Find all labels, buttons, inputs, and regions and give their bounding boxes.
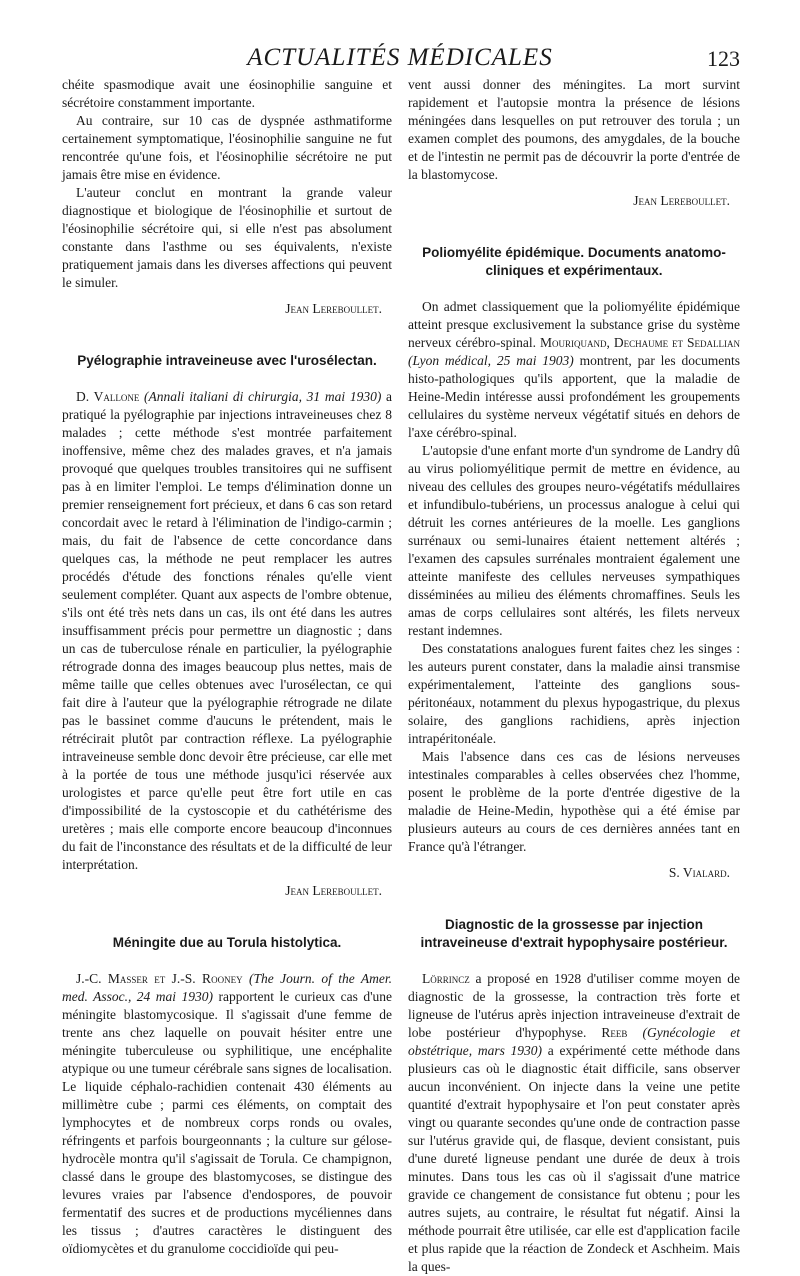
running-title: ACTUALITÉS MÉDICALES — [247, 44, 553, 71]
article-signature: Jean Lereboullet. — [285, 883, 382, 898]
article-authors: J.-C. Masser et J.-S. Rooney — [76, 971, 243, 986]
article-title-grossesse: Diagnostic de la grossesse par injection intraveineuse d'extrait hypophysaire postérieur. — [420, 917, 728, 950]
article-paragraph-4: Mais l'absence dans ces cas de lésions nerveuses intestinales comparables à celles observées chez l'homme, posent le problème de la porte d'entrée digestive de la maladie de Heine-Medin, hypothèse qui a été émise par plusieurs auteurs au cours de ces dernières années tant en France qu'à l'étranger. — [408, 749, 740, 854]
article-paragraph-2: L'autopsie d'une enfant morte d'un syndrome de Landry dû au virus poliomyélitique permit de mettre en évidence, au niveau des cellules des groupes neuro-végétatifs médullaires et infundibulo-tubériens, un processus analogue à celui qui détruit les cornes antérieures de la moelle. Les ganglions surrénaux ou semi-lunaires étaient nettement altérés ; l'examen des capsules surrénales montraient également une atteinte manifeste des cellules nerveuses sympathiques disséminées au milieu des éléments chromaffines. Seuls les amas de corps cellulaires sont altérés, les filets nerveux restant indemnes. — [408, 443, 740, 638]
article-citation: (Annali italiani di chirurgia, 31 mai 1930) — [144, 389, 382, 404]
article-title-pyelographie: Pyélographie intraveineuse avec l'urosélectan. — [77, 353, 377, 368]
article-authors: Mouriquand, Dechaume et Sedallian — [540, 335, 740, 350]
article-author: D. Vallone — [76, 389, 140, 404]
left-column — [62, 76, 392, 1258]
article-signature: S. Vialard. — [668, 865, 730, 880]
page-number: 123 — [707, 46, 740, 71]
continued-signature: Jean Lereboullet. — [633, 193, 730, 208]
article-citation: (The Journ. of the Amer. med. Assoc., 24 mai 1930) — [62, 971, 392, 1004]
intro-signature: Jean Lereboullet. — [285, 301, 382, 316]
article-title-poliomyelite: Poliomyélite épidémique. Documents anatomo-cliniques et expérimentaux. — [422, 245, 726, 278]
article-text: montrent, par les documents histo-pathologiques qu'ils apportent, que la maladie de Heine-Medin intéresse aussi profondément les groupements cellulaires du système nerveux végétatif situés en dehors de l'axe cérébro-spinal. — [408, 353, 741, 440]
article-text: a proposé en 1928 d'utiliser comme moyen de diagnostic de la grossesse, la contraction très forte et ligneuse de l'utérus après injection intraveineuse d'extrait de lobe postérieur d'hypophyse. — [408, 971, 740, 1040]
article-citation: (Gynécologie et obstétrique, mars 1930) — [408, 1025, 740, 1058]
intro-paragraph-3: L'auteur conclut en montrant la grande valeur diagnostique et biologique de l'éosinophilie et surtout de l'éosinophilie sécrétoire qui, si elle n'est pas absolument constante dans l'asthme ou ses équivalents, n'existe pratiquement jamais dans les diverses affections qui peuvent le simuler. — [62, 185, 392, 290]
article-body-pyelographie — [62, 388, 392, 874]
article-author: Lörrincz — [422, 971, 470, 986]
article-text: rapportent le curieux cas d'une méningite blastomycosique. Il s'agissait d'une femme de trente ans chez laquelle on pouvait hésiter entre une méningite tuberculeuse ou syphilitique, une encéphalite atypique ou une tumeur cérébrale sans signes de localisation. Le liquide céphalo-rachidien contenait 430 éléments au millimètre cube ; parmi ces éléments, on comptait des lymphocytes et de nombreux corps ronds ou ovales, réfringents et parfois bourgeonnants ; la culture sur gélose-hydrocèle montra qu'il s'agissait de Torula. Ce champignon, classé dans le groupe des blastomycoses, se distingue des levures vraies par l'absence d'endospores, de pouvoir fermentatif des sucres et de productions mycéliennes dans les tissus ; d'autres caractères le distinguent des oïdiomycètes et du granulome coccidioïde qui peu- — [62, 989, 393, 1256]
article-body-grossesse — [408, 970, 740, 1276]
article-text: On admet classiquement que la poliomyélite épidémique atteint presque exclusivement la substance grise du système nerveux cérébro-spinal. — [408, 299, 740, 350]
right-column — [408, 76, 740, 1276]
intro-paragraph-2: Au contraire, sur 10 cas de dyspnée asthmatiforme certainement symptomatique, l'éosinophilie sanguine ne fut rencontrée qu'une fois, et l'éosinophilie sécrétoire ne put jamais être mise en évidence. — [62, 113, 392, 182]
article-paragraph-3: Des constatations analogues furent faites chez les singes : les auteurs purent constater, dans la maladie ainsi transmise expérimentalement, l'atteinte des ganglions sous-péritonéaux, notamment du plexus hypogastrique, du plexus solaire, des ganglions rachidiens, après injection intrapéritonéale. — [408, 641, 740, 746]
article-author: Reeb — [601, 1025, 628, 1040]
article-body-meningite — [62, 970, 392, 1258]
article-citation: (Lyon médical, 25 mai 1903) — [408, 353, 574, 368]
page-header — [60, 44, 740, 76]
article-text: a expérimenté cette méthode dans plusieurs cas où le diagnostic était difficile, sans observer aucun inconvénient. On injecte dans la veine une petite quantité d'extrait hypophysaire et l'on peut constater après vingt ou quarante secondes qu'une onde de contraction passe sur l'utérus gravide qui, de flasque, devient consistant, puis d'une dureté ligneuse pendant une durée de deux à trois minutes. Dans tous les cas où il s'agissait d'une matrice gravide ce changement de consistance fut obtenu ; pour les autres sujets, au contraire, le résultat fut négatif. Ainsi la méthode pourrait être utilisée, car elle est d'application facile et plus rapide que la réaction de Zondeck et Aschheim. Mais la ques- — [408, 1043, 741, 1274]
article-title-meningite: Méningite due au Torula histolytica. — [112, 935, 342, 950]
continued-paragraph: vent aussi donner des méningites. La mort survint rapidement et l'autopsie montra la présence de lésions méningées dans lesquelles on put retrouver des torula ; un examen complet des poumons, des amygdales, de la bouche et de l'intestin ne permit pas de découvrir la porte d'entrée de la blastomycose. — [408, 77, 740, 182]
intro-paragraph-1: chéite spasmodique avait une éosinophilie sanguine et sécrétoire constamment importante. — [62, 77, 392, 110]
article-text: a pratiqué la pyélographie par injections intraveineuses chez 8 malades ; cette méthode s'est montrée parfaitement inoffensive, même chez des malades graves, et n'a jamais provoqué que quelques troubles transitoires qui ne suffisent pas à en limiter l'emploi. Le temps d'élimination donne un premier renseignement fort précieux, et dans 6 cas son retard concordait avec le retard à l'élimination de l'indigo-carmin ; mais, du fait de l'absence de cette concordance dans quelques cas, la méthode ne peut remplacer les autres procédés d'étude des fonctions rénales qu'elle vient seulement compléter. Quant aux aspects de l'ombre obtenue, s'ils ont été très nets dans un cas, ils ont été dans les autres insuffisamment précis pour permettre un diagnostic ; dans un cas de tuberculose rénale en particulier, la pyélographie rétrograde donna des images beaucoup plus nettes, mais de même taille que celles obtenues avec l'urosélectan, ce qui fait dire à l'auteur que la pyélographie rétrograde ne dilate pas le bassinet comme d'aucuns le prétendent, mais le rétrécirait plutôt par contraction réflexe. La pyélographie intraveineuse semble donc devoir être précieuse, car elle met à la portée de tous une méthode jusqu'ici réservée aux urologistes et parce qu'elle peut être fort utile en cas d'impossibilité de la cystoscopie et du cathétérisme des uretères ; mais elle comporte encore beaucoup d'inconnues du fait de l'inconstance des résultats et de la difficulté de leur interprétation. — [62, 389, 393, 872]
article-paragraph-1 — [408, 298, 740, 442]
